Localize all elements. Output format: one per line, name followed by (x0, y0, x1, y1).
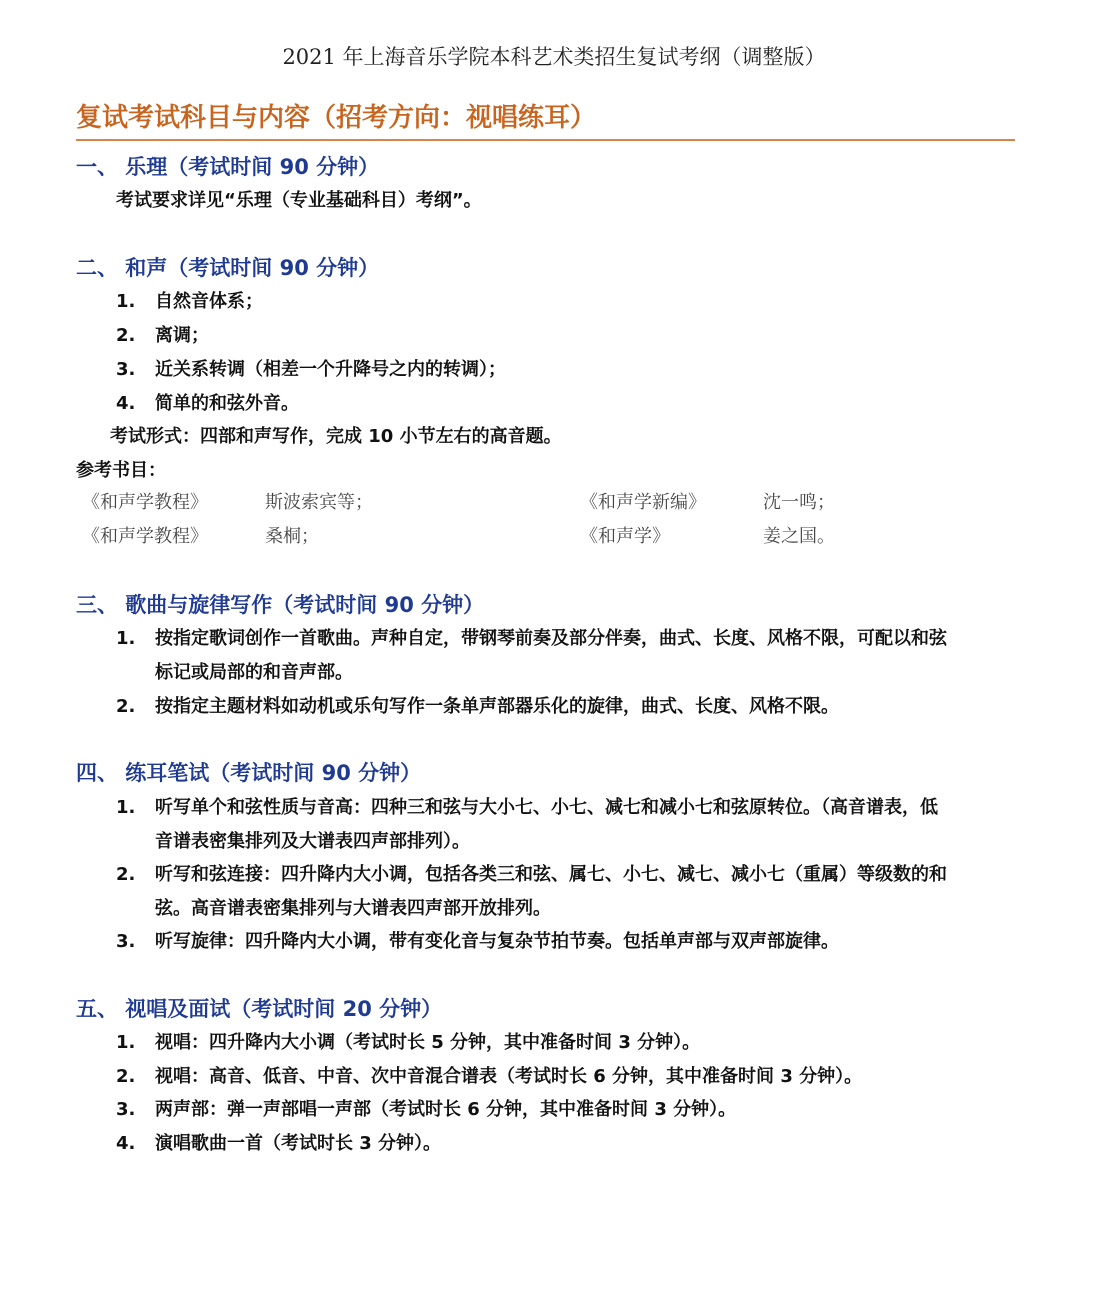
list-item: 听写和弦连接：四升降内大小调，包括各类三和弦、属七、小七、减七、减小七（重属）等级数的和 (155, 864, 947, 885)
ref-author: 姜之国。 (763, 526, 835, 547)
item-number: 1. (116, 291, 136, 312)
list-item-continued: 弦。高音谱表密集排列与大谱表四声部开放排列。 (155, 898, 551, 919)
list-item: 听写旋律：四升降内大小调，带有变化音与复杂节拍节奏。包括单声部与双声部旋律。 (155, 931, 839, 952)
list-item: 离调； (155, 325, 209, 346)
ref-author: 桑桐； (265, 526, 319, 547)
item-number: 2. (116, 325, 136, 346)
list-item-continued: 标记或局部的和音声部。 (155, 662, 353, 683)
list-item: 简单的和弦外音。 (155, 393, 299, 414)
exam-form: 考试形式：四部和声写作，完成 10 小节左右的高音题。 (110, 426, 562, 447)
list-item: 演唱歌曲一首（考试时长 3 分钟）。 (155, 1133, 442, 1154)
item-number: 2. (116, 864, 136, 885)
ref-book: 《和声学教程》 (82, 492, 208, 513)
main-heading: 复试考试科目与内容（招考方向：视唱练耳） (76, 103, 597, 133)
list-item: 视唱：高音、低音、中音、次中音混合谱表（考试时长 6 分钟，其中准备时间 3 分钟）。 (155, 1066, 863, 1087)
item-number: 3. (116, 359, 136, 380)
heading-divider (76, 139, 1015, 141)
section-5-heading: 五、 视唱及面试（考试时间 20 分钟） (76, 997, 443, 1021)
item-number: 1. (116, 1032, 136, 1053)
item-number: 2. (116, 696, 136, 717)
ref-author: 沈一鸣； (763, 492, 835, 513)
list-item: 听写单个和弦性质与音高：四种三和弦与大小七、小七、减七和减小七和弦原转位。（高音谱表，低 (155, 797, 938, 818)
list-item: 按指定主题材料如动机或乐句写作一条单声部器乐化的旋律，曲式、长度、风格不限。 (155, 696, 839, 717)
document-title: 2021 年上海音乐学院本科艺术类招生复试考纲（调整版） (282, 45, 826, 69)
list-item: 按指定歌词创作一首歌曲。声种自定，带钢琴前奏及部分伴奏，曲式、长度、风格不限，可配以和弦 (155, 628, 947, 649)
ref-book: 《和声学教程》 (82, 526, 208, 547)
item-number: 3. (116, 1099, 136, 1120)
section-1-heading: 一、 乐理（考试时间 90 分钟） (76, 155, 380, 179)
item-number: 4. (116, 393, 136, 414)
list-item: 近关系转调（相差一个升降号之内的转调）； (155, 359, 506, 380)
section-1-note: 考试要求详见“乐理（专业基础科目）考纲”。 (116, 190, 482, 211)
item-number: 1. (116, 628, 136, 649)
item-number: 2. (116, 1066, 136, 1087)
item-number: 4. (116, 1133, 136, 1154)
list-item: 自然音体系； (155, 291, 263, 312)
item-number: 3. (116, 931, 136, 952)
list-item-continued: 音谱表密集排列及大谱表四声部排列）。 (155, 831, 470, 852)
ref-book: 《和声学》 (580, 526, 670, 547)
section-4-heading: 四、 练耳笔试（考试时间 90 分钟） (76, 761, 422, 785)
refs-label: 参考书目： (76, 460, 166, 481)
ref-author: 斯波索宾等； (265, 492, 373, 513)
list-item: 视唱：四升降内大小调（考试时长 5 分钟，其中准备时间 3 分钟）。 (155, 1032, 701, 1053)
item-number: 1. (116, 797, 136, 818)
section-3-heading: 三、 歌曲与旋律写作（考试时间 90 分钟） (76, 593, 485, 617)
list-item: 两声部：弹一声部唱一声部（考试时长 6 分钟，其中准备时间 3 分钟）。 (155, 1099, 737, 1120)
ref-book: 《和声学新编》 (580, 492, 706, 513)
section-2-heading: 二、 和声（考试时间 90 分钟） (76, 256, 380, 280)
